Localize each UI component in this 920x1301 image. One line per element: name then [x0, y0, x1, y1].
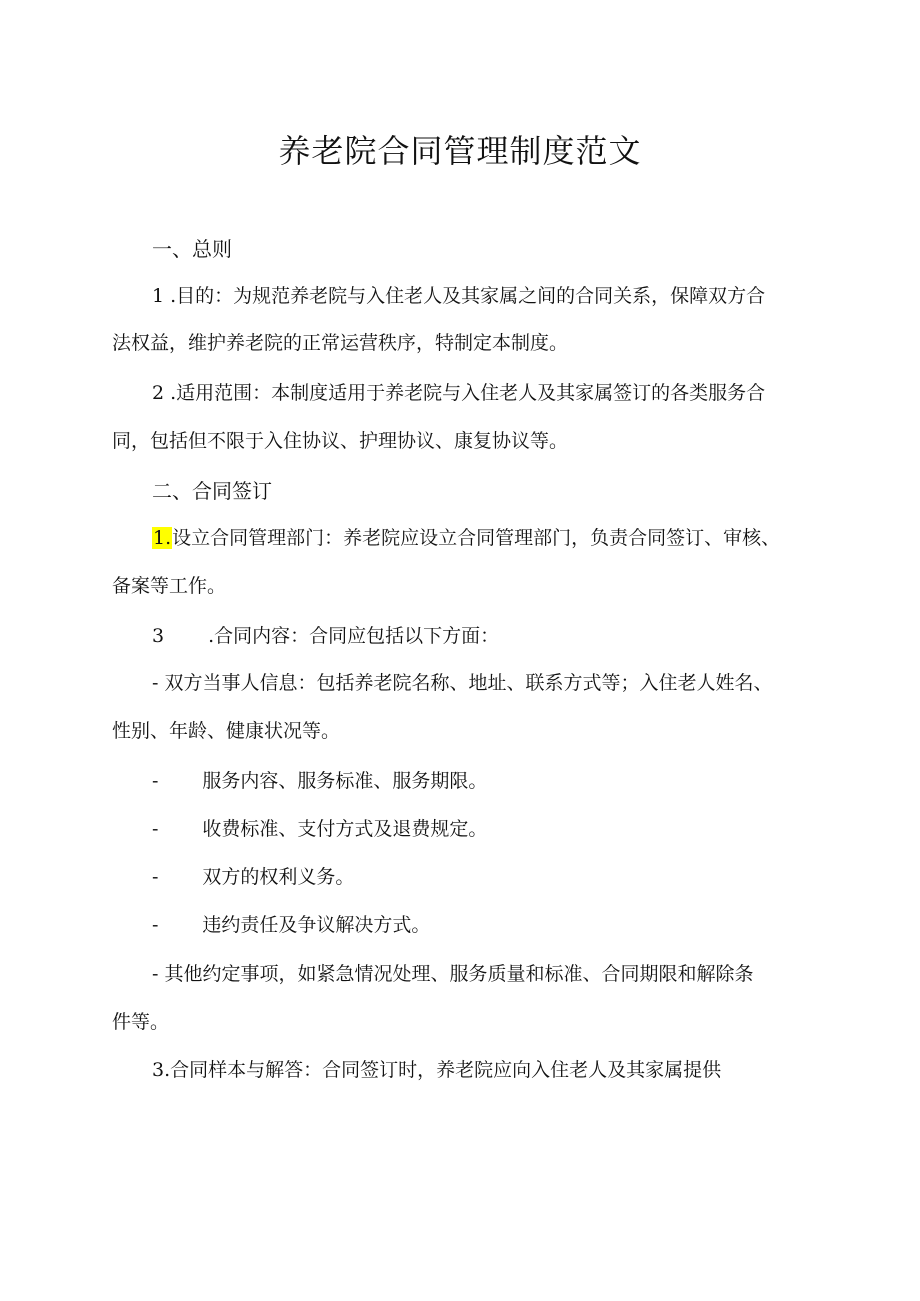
bullet-service-text: 服务内容、服务标准、服务期限。 — [202, 770, 488, 792]
bullet-parties-line-1: - 双方当事人信息：包括养老院名称、地址、联系方式等；入住老人姓名、 — [152, 672, 773, 694]
paragraph-sample-line: 3.合同样本与解答：合同签订时，养老院应向入住老人及其家属提供 — [152, 1059, 722, 1081]
paragraph-scope-line-1: 2 .适用范围：本制度适用于养老院与入住老人及其家属签订的各类服务合 — [152, 382, 766, 404]
paragraph-content-line — [152, 621, 499, 648]
paragraph-department-line-1 — [152, 523, 780, 550]
bullet-dash: - — [152, 866, 159, 888]
section-heading-signing: 二、合同签订 — [152, 479, 272, 503]
paragraph-department-text: 设立合同管理部门：养老院应设立合同管理部门，负责合同签订、审核、 — [172, 527, 781, 549]
highlighted-number: 1. — [153, 527, 172, 549]
section-heading-general: 一、总则 — [152, 237, 232, 261]
bullet-dash: - — [152, 818, 159, 840]
bullet-dash: - — [152, 914, 159, 936]
bullet-fees-text: 收费标准、支付方式及退费规定。 — [202, 818, 488, 840]
bullet-liability — [152, 910, 430, 937]
document-title: 养老院合同管理制度范文 — [278, 132, 642, 170]
bullet-rights — [152, 862, 354, 889]
bullet-service — [152, 766, 487, 793]
bullet-liability-text: 违约责任及争议解决方式。 — [202, 914, 431, 936]
paragraph-scope-line-2: 同，包括但不限于入住协议、护理协议、康复协议等。 — [112, 430, 569, 452]
bullet-rights-text: 双方的权利义务。 — [202, 866, 355, 888]
paragraph-content-number: 3 — [152, 625, 165, 647]
paragraph-content-text: .合同内容：合同应包括以下方面： — [208, 625, 500, 647]
paragraph-purpose-line-1: 1 .目的：为规范养老院与入住老人及其家属之间的合同关系，保障双方合 — [152, 285, 766, 307]
bullet-parties-line-2: 性别、年龄、健康状况等。 — [112, 720, 341, 742]
bullet-other-line-2: 件等。 — [112, 1011, 170, 1033]
bullet-fees — [152, 814, 487, 841]
bullet-other-line-1: - 其他约定事项，如紧急情况处理、服务质量和标准、合同期限和解除条 — [152, 963, 754, 985]
paragraph-purpose-line-2: 法权益，维护养老院的正常运营秩序，特制定本制度。 — [112, 332, 569, 354]
bullet-dash: - — [152, 770, 159, 792]
paragraph-department-line-2: 备案等工作。 — [112, 575, 227, 597]
